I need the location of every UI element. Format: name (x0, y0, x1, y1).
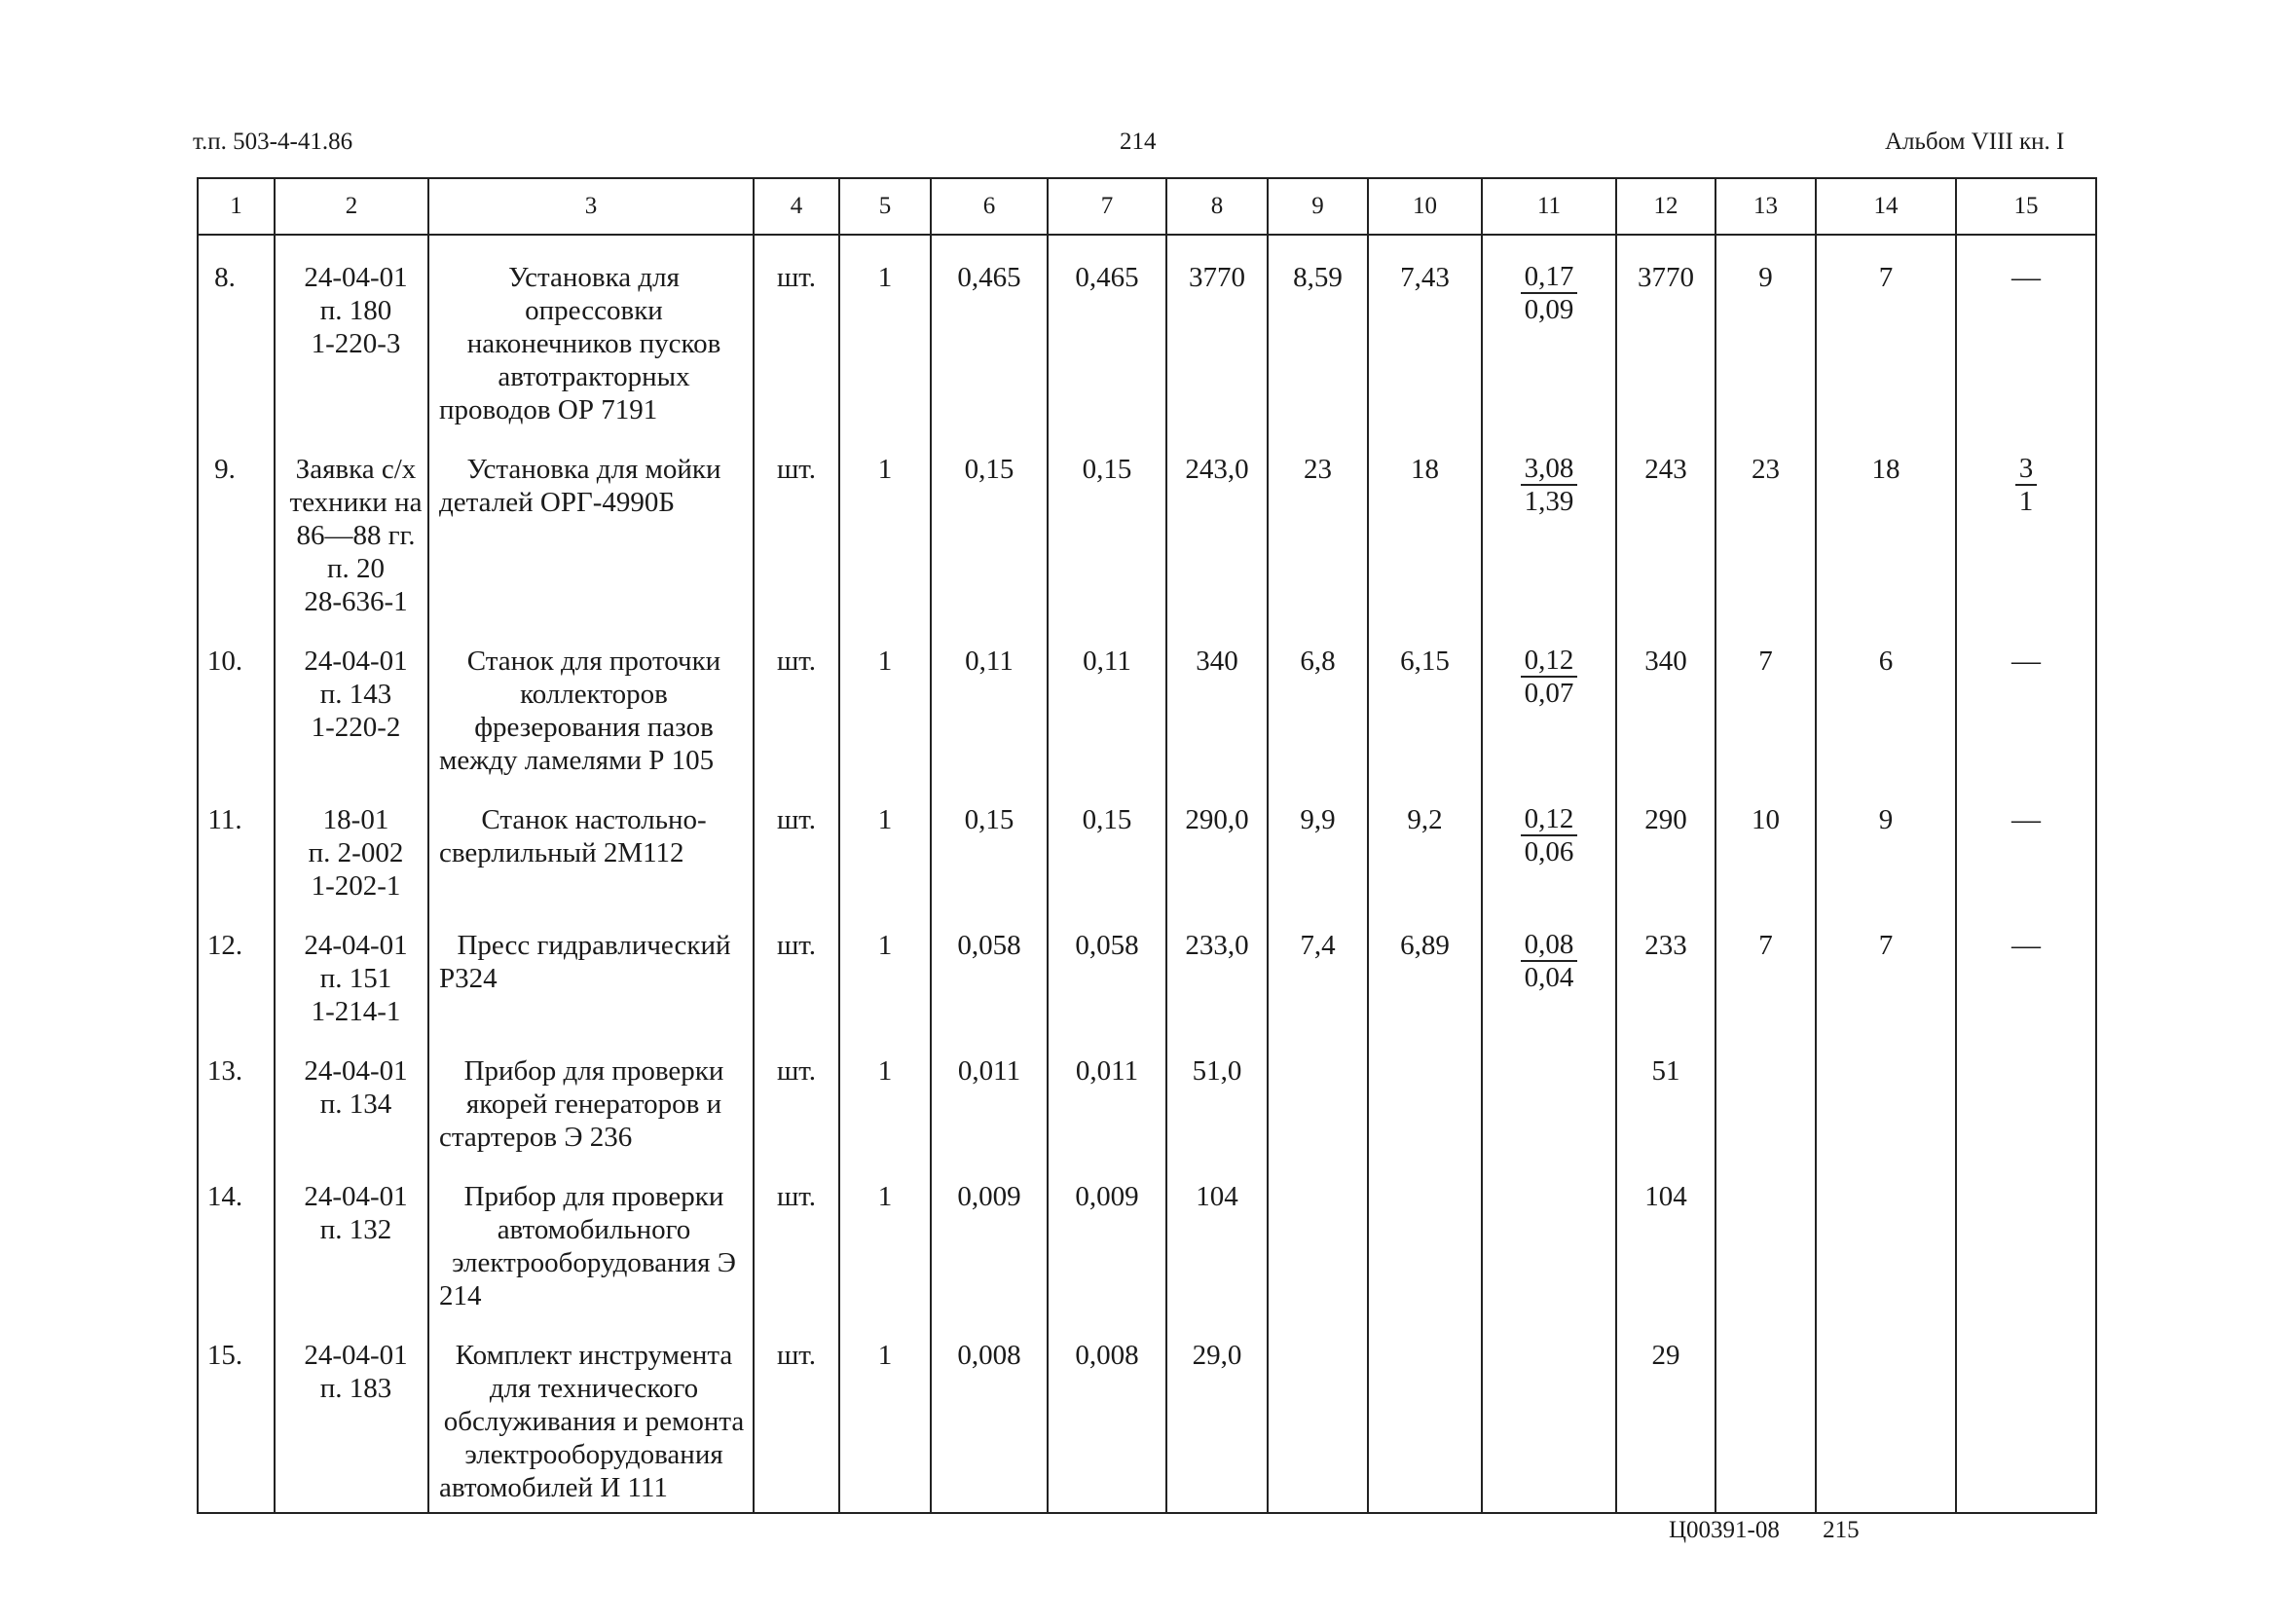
row-number: 9. (198, 427, 275, 619)
quantity: 1 (839, 235, 931, 427)
fraction-denominator: 0,07 (1524, 678, 1574, 709)
column-header: 8 (1166, 178, 1268, 235)
cell-col14 (1816, 1029, 1956, 1155)
cell-col7: 0,15 (1048, 427, 1166, 619)
price-reference: 24-04-01 п. 134 (275, 1029, 428, 1155)
cell-col13 (1715, 1029, 1816, 1155)
fraction-denominator: 0,06 (1524, 836, 1574, 867)
column-header: 10 (1368, 178, 1482, 235)
column-header: 2 (275, 178, 428, 235)
cell-col9: 9,9 (1268, 778, 1368, 904)
fraction-denominator: 1 (2018, 486, 2034, 517)
cell-col13: 7 (1715, 904, 1816, 1029)
column-header: 4 (754, 178, 839, 235)
cell-col11 (1482, 427, 1616, 619)
cell-col7: 0,008 (1048, 1313, 1166, 1513)
unit: шт. (754, 1029, 839, 1155)
cell-col9: 8,59 (1268, 235, 1368, 427)
cell-col12: 29 (1616, 1313, 1715, 1513)
row-number: 8. (198, 235, 275, 427)
cell-col10: 6,89 (1368, 904, 1482, 1029)
unit: шт. (754, 904, 839, 1029)
price-reference: 24-04-01 п. 151 1-214-1 (275, 904, 428, 1029)
unit: шт. (754, 778, 839, 904)
table-row (198, 427, 2096, 619)
cell-col6: 0,008 (931, 1313, 1048, 1513)
row-number: 14. (198, 1155, 275, 1313)
table-row (198, 1313, 2096, 1513)
cell-col15: — (1956, 235, 2096, 427)
cell-col6: 0,011 (931, 1029, 1048, 1155)
cell-col12: 104 (1616, 1155, 1715, 1313)
cell-col15 (1956, 1313, 2096, 1513)
column-header: 13 (1715, 178, 1816, 235)
fraction-denominator: 1,39 (1524, 486, 1574, 517)
price-reference: 18-01 п. 2-002 1-202-1 (275, 778, 428, 904)
unit: шт. (754, 619, 839, 778)
fraction-denominator: 0,09 (1524, 294, 1574, 325)
equipment-name: Установка для мойки деталей ОРГ-4990Б (428, 427, 754, 619)
table-row (198, 619, 2096, 778)
cell-col11 (1482, 778, 1616, 904)
cell-col11 (1482, 235, 1616, 427)
cell-col7: 0,011 (1048, 1029, 1166, 1155)
cell-col12: 233 (1616, 904, 1715, 1029)
cell-col14 (1816, 1313, 1956, 1513)
cell-col10: 6,15 (1368, 619, 1482, 778)
column-header: 5 (839, 178, 931, 235)
table-row (198, 1029, 2096, 1155)
column-header: 6 (931, 178, 1048, 235)
cell-col14: 6 (1816, 619, 1956, 778)
cell-col14: 7 (1816, 235, 1956, 427)
cell-col14: 9 (1816, 778, 1956, 904)
unit: шт. (754, 427, 839, 619)
cell-col8: 290,0 (1166, 778, 1268, 904)
cell-col9 (1268, 1313, 1368, 1513)
table-row (198, 1155, 2096, 1313)
equipment-name: Комплект инструмента для технического обслуживания и ремонта электрооборудования автомобилей И 111 (428, 1313, 754, 1513)
cell-col13: 7 (1715, 619, 1816, 778)
quantity: 1 (839, 619, 931, 778)
cell-col15: — (1956, 904, 2096, 1029)
header-page-number: 214 (1120, 129, 1157, 155)
equipment-name: Установка для опрессовки наконечников пусков автотракторных проводов ОР 7191 (428, 235, 754, 427)
equipment-table (197, 177, 2097, 1514)
cell-col7: 0,11 (1048, 619, 1166, 778)
cell-col8: 340 (1166, 619, 1268, 778)
cell-col14: 7 (1816, 904, 1956, 1029)
cell-col8: 104 (1166, 1155, 1268, 1313)
header-album: Альбом VIII кн. I (1885, 129, 2065, 155)
footer-code: Ц00391-08 (1669, 1517, 1780, 1543)
fraction-numerator: 0,12 (1521, 645, 1578, 678)
cell-col9 (1268, 1155, 1368, 1313)
cell-col13 (1715, 1313, 1816, 1513)
unit: шт. (754, 235, 839, 427)
cell-col6: 0,465 (931, 235, 1048, 427)
cell-col12: 290 (1616, 778, 1715, 904)
cell-col12: 340 (1616, 619, 1715, 778)
row-number: 15. (198, 1313, 275, 1513)
footer-page-number: 215 (1823, 1517, 1860, 1543)
cell-col15 (1956, 427, 2096, 619)
equipment-name: Прибор для проверки автомобильного электрооборудования Э 214 (428, 1155, 754, 1313)
fraction-denominator: 0,04 (1524, 962, 1574, 993)
column-header: 12 (1616, 178, 1715, 235)
equipment-name: Станок для проточки коллекторов фрезерования пазов между ламелями Р 105 (428, 619, 754, 778)
column-header: 1 (198, 178, 275, 235)
quantity: 1 (839, 1313, 931, 1513)
cell-col10: 9,2 (1368, 778, 1482, 904)
row-number: 10. (198, 619, 275, 778)
header-doc-code: т.п. 503-4-41.86 (193, 129, 353, 155)
cell-col10 (1368, 1313, 1482, 1513)
cell-col14 (1816, 1155, 1956, 1313)
fraction (2015, 453, 2038, 517)
table-row (198, 778, 2096, 904)
cell-col6: 0,15 (931, 778, 1048, 904)
column-header: 7 (1048, 178, 1166, 235)
cell-col11 (1482, 904, 1616, 1029)
fraction (1521, 453, 1578, 517)
price-reference: 24-04-01 п. 143 1-220-2 (275, 619, 428, 778)
cell-col10 (1368, 1155, 1482, 1313)
cell-col15: — (1956, 619, 2096, 778)
unit: шт. (754, 1155, 839, 1313)
cell-col8: 51,0 (1166, 1029, 1268, 1155)
row-number: 13. (198, 1029, 275, 1155)
quantity: 1 (839, 904, 931, 1029)
cell-col8: 29,0 (1166, 1313, 1268, 1513)
equipment-name: Станок настольно-сверлильный 2М112 (428, 778, 754, 904)
cell-col11 (1482, 1029, 1616, 1155)
cell-col9 (1268, 1029, 1368, 1155)
cell-col9: 7,4 (1268, 904, 1368, 1029)
cell-col15: — (1956, 778, 2096, 904)
fraction (1521, 645, 1578, 709)
cell-col7: 0,009 (1048, 1155, 1166, 1313)
cell-col7: 0,058 (1048, 904, 1166, 1029)
cell-col11 (1482, 619, 1616, 778)
column-header: 3 (428, 178, 754, 235)
quantity: 1 (839, 1155, 931, 1313)
cell-col13: 10 (1715, 778, 1816, 904)
footer (1669, 1517, 1860, 1544)
cell-col12: 3770 (1616, 235, 1715, 427)
cell-col15 (1956, 1155, 2096, 1313)
cell-col7: 0,465 (1048, 235, 1166, 427)
cell-col13 (1715, 1155, 1816, 1313)
cell-col13: 9 (1715, 235, 1816, 427)
price-reference: 24-04-01 п. 132 (275, 1155, 428, 1313)
cell-col6: 0,058 (931, 904, 1048, 1029)
cell-col6: 0,11 (931, 619, 1048, 778)
column-header: 11 (1482, 178, 1616, 235)
quantity: 1 (839, 427, 931, 619)
cell-col8: 243,0 (1166, 427, 1268, 619)
table-row (198, 904, 2096, 1029)
cell-col12: 51 (1616, 1029, 1715, 1155)
cell-col10 (1368, 1029, 1482, 1155)
unit: шт. (754, 1313, 839, 1513)
cell-col11 (1482, 1155, 1616, 1313)
column-header: 9 (1268, 178, 1368, 235)
fraction (1521, 261, 1578, 325)
cell-col10: 7,43 (1368, 235, 1482, 427)
fraction-numerator: 0,08 (1521, 929, 1578, 962)
quantity: 1 (839, 778, 931, 904)
cell-col7: 0,15 (1048, 778, 1166, 904)
cell-col6: 0,15 (931, 427, 1048, 619)
row-number: 11. (198, 778, 275, 904)
price-reference: 24-04-01 п. 180 1-220-3 (275, 235, 428, 427)
cell-col8: 3770 (1166, 235, 1268, 427)
price-reference: Заявка с/х техники на 86—88 гг. п. 20 28-636-1 (275, 427, 428, 619)
quantity: 1 (839, 1029, 931, 1155)
row-number: 12. (198, 904, 275, 1029)
cell-col15 (1956, 1029, 2096, 1155)
fraction (1521, 929, 1578, 993)
cell-col14: 18 (1816, 427, 1956, 619)
fraction-numerator: 0,17 (1521, 261, 1578, 294)
fraction-numerator: 0,12 (1521, 803, 1578, 836)
fraction-numerator: 3,08 (1521, 453, 1578, 486)
cell-col10: 18 (1368, 427, 1482, 619)
column-header: 14 (1816, 178, 1956, 235)
column-header: 15 (1956, 178, 2096, 235)
equipment-name: Прибор для проверки якорей генераторов и стартеров Э 236 (428, 1029, 754, 1155)
cell-col9: 23 (1268, 427, 1368, 619)
fraction-numerator: 3 (2015, 453, 2038, 486)
fraction (1521, 803, 1578, 867)
table-row (198, 235, 2096, 427)
cell-col6: 0,009 (931, 1155, 1048, 1313)
cell-col11 (1482, 1313, 1616, 1513)
cell-col8: 233,0 (1166, 904, 1268, 1029)
column-number-row (198, 178, 2096, 235)
equipment-name: Пресс гидравлический Р324 (428, 904, 754, 1029)
cell-col13: 23 (1715, 427, 1816, 619)
cell-col9: 6,8 (1268, 619, 1368, 778)
cell-col12: 243 (1616, 427, 1715, 619)
price-reference: 24-04-01 п. 183 (275, 1313, 428, 1513)
